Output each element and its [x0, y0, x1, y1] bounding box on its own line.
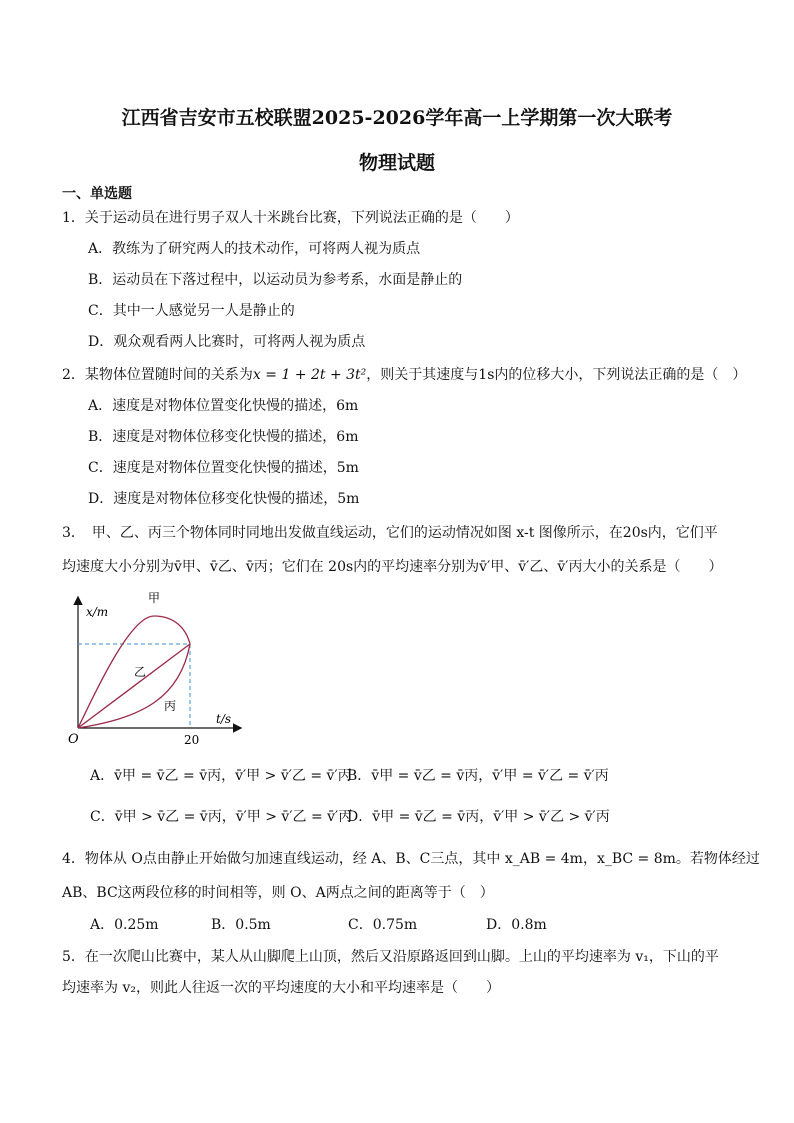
question-4-option-b: B．0.5m — [211, 917, 271, 933]
question-1-option-a: A．教练为了研究两人的技术动作，可将两人视为质点 — [88, 241, 421, 257]
curve-yi — [78, 644, 190, 728]
question-2-option-b: B．速度是对物体位移变化快慢的描述，6m — [88, 429, 359, 445]
question-2-stem-a: 2．某物体位置随时间的关系为 — [62, 367, 253, 383]
page-subtitle: 物理试题 — [358, 152, 435, 174]
x-axis-label: t/s — [216, 712, 232, 726]
question-3-line-1: 3． 甲、乙、丙三个物体同时同地出发做直线运动，它们的运动情况如图 x-t 图像所示，在20s内，它们平 — [62, 525, 718, 541]
page-title: 江西省吉安市五校联盟2025-2026学年高一上学期第一次大联考 — [121, 107, 673, 129]
question-2-option-c: C．速度是对物体位置变化快慢的描述，5m — [88, 460, 359, 476]
question-4-line-1: 4．物体从 O点由静止开始做匀加速直线运动，经 A、B、C三点，其中 x_AB = 4m，x_BC = 8m。若物体经过 — [62, 851, 760, 867]
question-5-line-1: 5．在一次爬山比赛中，某人从山脚爬上山顶，然后又沿原路返回到山脚。上山的平均速率为 v₁，下山的平 — [62, 949, 719, 965]
question-1-option-b: B．运动员在下落过程中，以运动员为参考系，水面是静止的 — [88, 272, 463, 288]
question-4-option-a: A．0.25m — [90, 917, 159, 933]
curve-label-yi: 乙 — [134, 665, 147, 679]
question-3-option-c: C．v̄甲 > v̄乙 = v̄丙，v̄′甲 > v̄′乙 = v̄′丙 — [90, 809, 353, 825]
curve-label-jia: 甲 — [148, 591, 161, 605]
question-5-line-2: 均速率为 v₂，则此人往返一次的平均速度的大小和平均速率是（ ） — [62, 980, 500, 996]
question-2-option-d: D．速度是对物体位移变化快慢的描述，5m — [88, 491, 360, 507]
question-3-option-a: A．v̄甲 = v̄乙 = v̄丙，v̄′甲 > v̄′乙 = v̄′丙 — [90, 768, 352, 784]
question-2-stem — [62, 364, 746, 384]
question-1-option-c: C．其中一人感觉另一人是静止的 — [88, 303, 295, 319]
question-4-option-d: D．0.8m — [486, 917, 547, 933]
x-tick-20: 20 — [184, 733, 200, 747]
question-1-option-d: D．观众观看两人比赛时，可将两人视为质点 — [88, 334, 366, 350]
question-1-stem: 1．关于运动员在进行男子双人十米跳台比赛，下列说法正确的是（ ） — [62, 210, 519, 226]
curve-label-bing: 丙 — [164, 699, 177, 713]
question-3-option-d: D．v̄甲 = v̄乙 = v̄丙，v̄′甲 > v̄′乙 > v̄′丙 — [347, 809, 610, 825]
question-3-line-2: 均速度大小分别为v̄甲、v̄乙、v̄丙；它们在 20s内的平均速率分别为v̄′甲、v̄′乙、v̄′丙大小的关系是（ ） — [62, 559, 723, 575]
question-4-line-2: AB、BC这两段位移的时间相等，则 O、A两点之间的距离等于（ ） — [62, 885, 494, 901]
question-2-stem-b: ，则关于其速度与1s内的位移大小，下列说法正确的是（ ） — [366, 367, 747, 383]
origin-label: O — [68, 732, 79, 747]
question-4-option-c: C．0.75m — [348, 917, 418, 933]
question-2-option-a: A．速度是对物体位置变化快慢的描述，6m — [88, 398, 359, 414]
xt-graph — [62, 588, 252, 748]
y-axis-label: x/m — [86, 605, 109, 619]
question-3-option-b: B．v̄甲 = v̄乙 = v̄丙，v̄′甲 = v̄′乙 = v̄′丙 — [347, 768, 609, 784]
section-heading: 一、单选题 — [62, 186, 132, 202]
question-2-formula: x = 1 + 2t + 3t² — [252, 367, 367, 383]
